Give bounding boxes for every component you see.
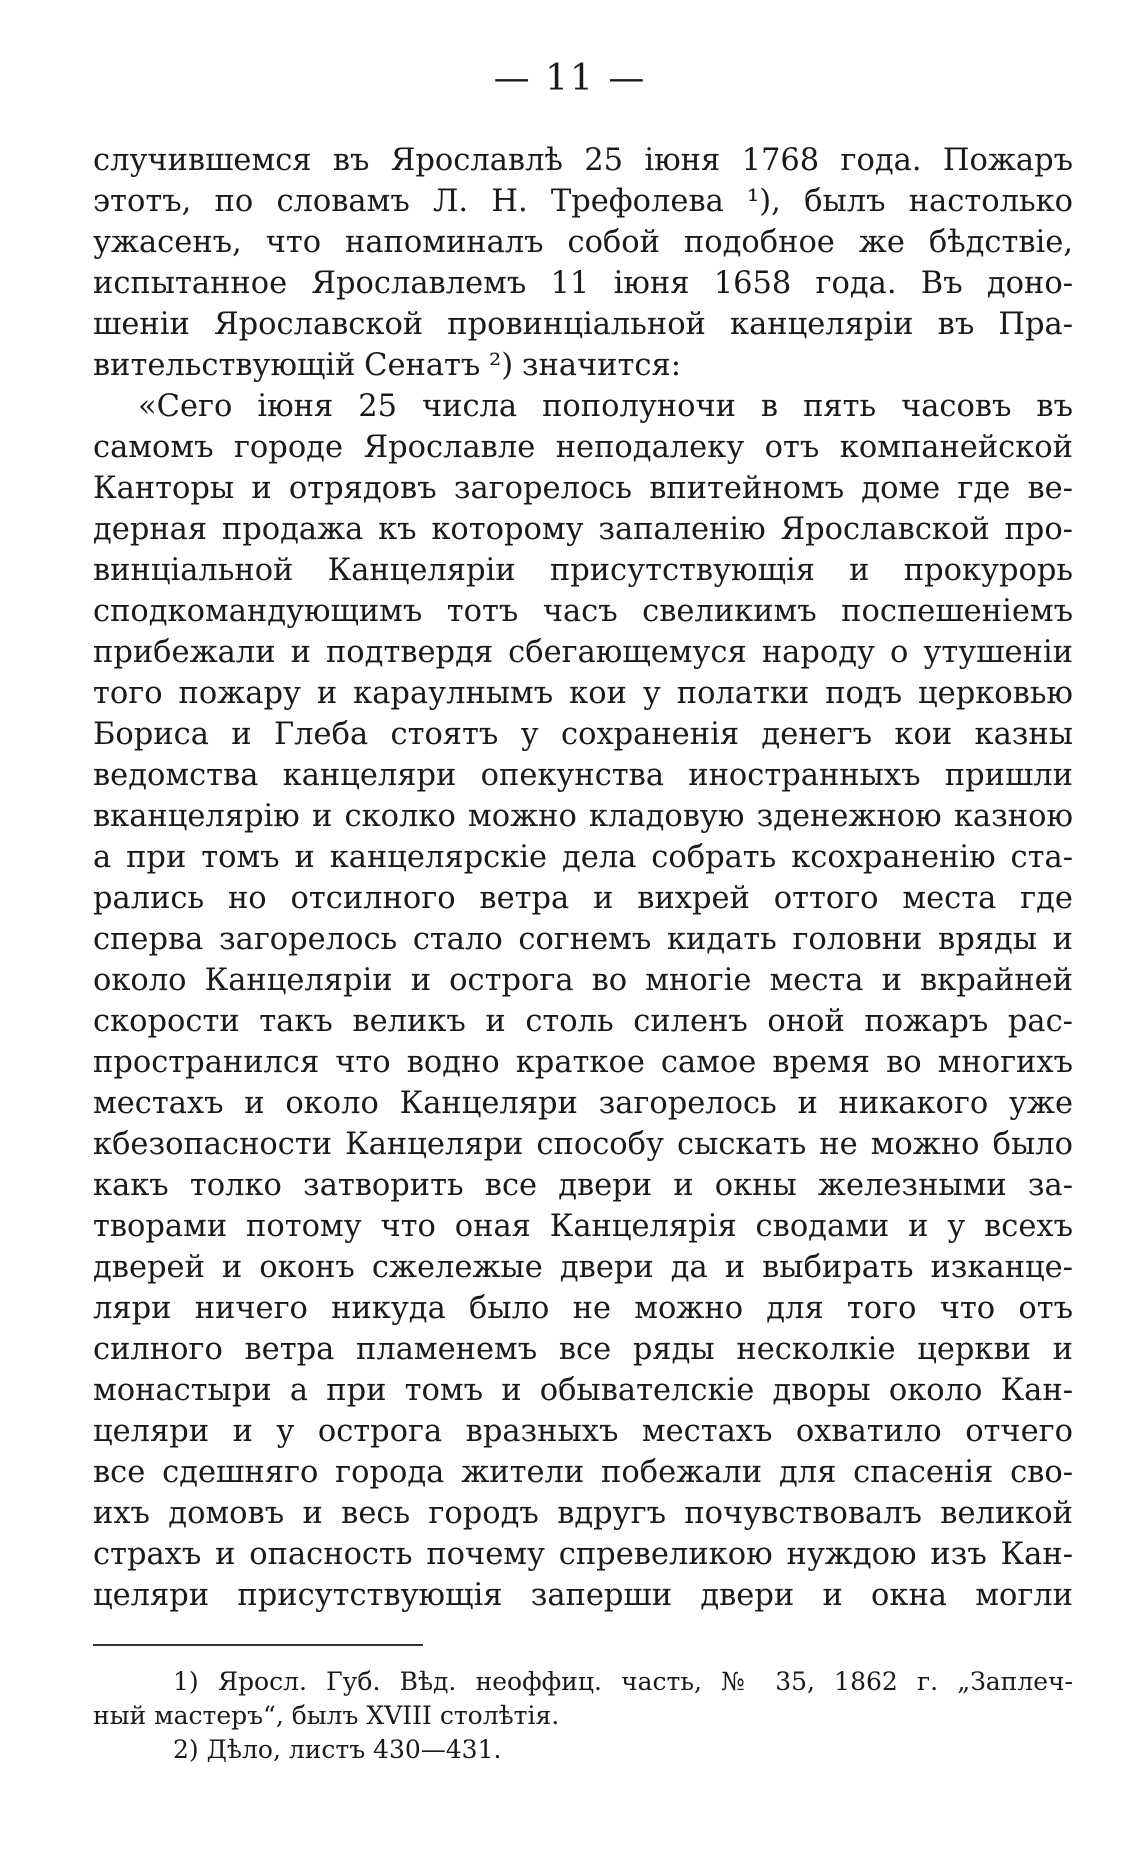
- text-line: шеніи Ярославской провинціальной канцеляріи въ Пра-: [93, 307, 1073, 342]
- text-line: ведомства канцеляри опекунства иностранныхъ пришли: [93, 758, 1073, 793]
- text-line: того пожару и караулнымъ кои у полатки подъ церковью: [93, 676, 1073, 711]
- text-line: местахъ и около Канцеляри загорелось и никакого уже: [93, 1086, 1073, 1121]
- text-line: дерная продажа къ которому запаленію Ярославской про-: [93, 512, 1073, 547]
- quote-first-line: «Сего іюня 25 числа пополуночи в пять часовъ въ: [138, 389, 1073, 424]
- footnote-divider: [93, 1644, 423, 1646]
- text-line: рались но отсилного ветра и вихрей оттого места где: [93, 881, 1073, 916]
- footnote-1: 1) Яросл. Губ. Вѣд. неоффиц. часть, № 35, 1862 г. „Заплеч-: [173, 1667, 1073, 1696]
- text-line: вительствующій Сенатъ ²) значится:: [93, 348, 681, 383]
- text-line: этотъ, по словамъ Л. Н. Трефолева ¹), былъ настолько: [93, 184, 1073, 219]
- text-line: целяри и у острога вразныхъ местахъ охватило отчего: [93, 1414, 1073, 1449]
- text-line: какъ толко затворить все двери и окны железными за-: [93, 1168, 1073, 1203]
- footnote-1-continued: ный мастеръ“, былъ XVIII столѣтія.: [93, 1701, 560, 1730]
- text-line: около Канцеляріи и острога во многіе места и вкрайней: [93, 963, 1073, 998]
- text-line: а при томъ и канцелярскіе дела собрать ксохраненію ста-: [93, 840, 1073, 875]
- text-line: ляри ничего никуда было не можно для того что отъ: [93, 1291, 1073, 1326]
- text-line: Бориса и Глеба стоятъ у сохраненія денегъ кои казны: [93, 717, 1073, 752]
- footnote-2: 2) Дѣло, листъ 430—431.: [173, 1735, 502, 1764]
- text-line: дверей и оконъ сжележые двери да и выбирать изканце-: [93, 1250, 1073, 1285]
- text-line: прибежали и подтвердя сбегающемуся народу о утушеніи: [93, 635, 1073, 670]
- text-line: творами потому что оная Канцелярія сводами и у всехъ: [93, 1209, 1073, 1244]
- text-line: страхъ и опасность почему спревеликою нуждою изъ Кан-: [93, 1537, 1073, 1572]
- text-line: сподкомандующимъ тотъ часъ свеликимъ поспешеніемъ: [93, 594, 1073, 629]
- text-line: монастыри а при томъ и обывателскіе дворы около Кан-: [93, 1373, 1073, 1408]
- text-line: все сдешняго города жители побежали для спасенія сво-: [93, 1455, 1073, 1490]
- text-line: сперва загорелось стало согнемъ кидать головни вряды и: [93, 922, 1073, 957]
- text-line: пространился что водно краткое самое время во многихъ: [93, 1045, 1073, 1080]
- text-line: винціальной Канцеляріи присутствующія и прокурорь: [93, 553, 1073, 588]
- body-text: [93, 140, 1073, 1616]
- text-line: целяри присутствующія заперши двери и окна могли: [93, 1578, 1073, 1613]
- text-line: случившемся въ Ярославлѣ 25 іюня 1768 года. Пожаръ: [93, 143, 1073, 178]
- text-line: скорости такъ великъ и столь силенъ оной пожаръ рас-: [93, 1004, 1073, 1039]
- text-line: Канторы и отрядовъ загорелось впитейномъ доме где ве-: [93, 471, 1073, 506]
- text-line: ужасенъ, что напоминалъ собой подобное же бѣдствіе,: [93, 225, 1073, 260]
- text-line: силного ветра пламенемъ все ряды несколкіе церкви и: [93, 1332, 1073, 1367]
- text-line: кбезопасности Канцеляри способу сыскать не можно было: [93, 1127, 1073, 1162]
- footnotes: [93, 1665, 1073, 1767]
- text-line: вканцелярію и сколко можно кладовую зденежною казною: [93, 799, 1073, 834]
- text-line: самомъ городе Ярославле неподалеку отъ компанейской: [93, 430, 1073, 465]
- text-line: ихъ домовъ и весь городъ вдругъ почувствовалъ великой: [93, 1496, 1073, 1531]
- text-line: испытанное Ярославлемъ 11 іюня 1658 года. Въ доно-: [93, 266, 1073, 301]
- page-number: — 11 —: [493, 58, 647, 99]
